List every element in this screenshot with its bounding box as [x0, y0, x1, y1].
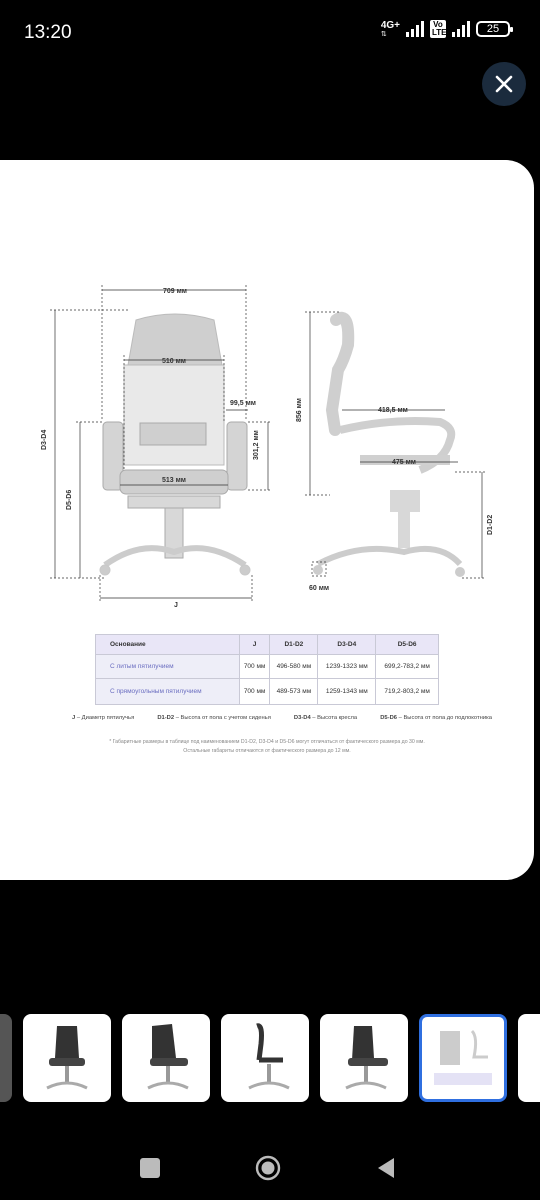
seat-depth-top-label: 418,5 мм	[378, 407, 408, 414]
legend-item: J – Диаметр пятилучья	[72, 715, 135, 721]
close-button[interactable]	[482, 62, 526, 106]
signal-icon	[452, 21, 470, 37]
table-header-row	[96, 635, 439, 655]
table-cell: 489-573 мм	[270, 679, 318, 705]
chair-icon	[122, 1014, 210, 1102]
table-cell: 496-580 мм	[270, 655, 318, 679]
height-total-label: D3-D4	[41, 429, 48, 450]
back-icon	[374, 1156, 398, 1180]
back-button[interactable]	[372, 1154, 400, 1182]
chair-icon	[320, 1014, 408, 1102]
wheel-label: 60 мм	[309, 585, 330, 592]
table-cell: 1239-1323 мм	[318, 655, 376, 679]
side-seat-height-label: D1-D2	[487, 514, 494, 535]
table-cell: С прямоугольным пятилучием	[96, 679, 240, 705]
table-cell: 700 мм	[239, 655, 270, 679]
recents-button[interactable]	[136, 1154, 164, 1182]
legend	[72, 715, 492, 721]
seat-height-label: D5-D6	[66, 489, 73, 510]
footnote: * Габаритные размеры в таблице под наименованием D1-D2, D3-D4 и D5-D6 могут отличаться от фактического размера до 30 мм. Остальные габариты отличаются от фактического размера до 12 мм.	[109, 739, 425, 754]
thumbnail-chair-dimensions[interactable]	[419, 1014, 507, 1102]
spec-table	[95, 634, 439, 705]
legend-item: D5-D6 – Высота от пола до подлокотника	[380, 715, 492, 721]
status-icons	[381, 20, 510, 38]
chair-dimension-diagram	[0, 160, 534, 880]
front-view	[100, 314, 250, 575]
image-viewer[interactable]	[0, 160, 534, 880]
dimensions-thumbnail-icon	[422, 1017, 504, 1099]
armrest-gap-label: 99,5 мм	[230, 400, 256, 407]
status-bar	[0, 0, 540, 64]
side-height-label: 856 мм	[296, 398, 303, 422]
table-cell: 719,2-803,2 мм	[376, 679, 439, 705]
volte-badge: Vo LTE	[432, 20, 447, 37]
battery-icon: 25	[476, 21, 510, 37]
network-label: 4G+	[380, 19, 400, 31]
table-header: J	[239, 635, 270, 655]
thumbnail-partial[interactable]	[518, 1014, 540, 1102]
signal-icon	[406, 21, 424, 37]
thumbnail-strip[interactable]	[0, 1012, 540, 1104]
table-cell: 700 мм	[239, 679, 270, 705]
home-icon	[254, 1154, 282, 1182]
thumbnail-chair-side[interactable]	[221, 1014, 309, 1102]
table-row	[96, 655, 439, 679]
table-header: D3-D4	[318, 635, 376, 655]
legend-item: D3-D4 – Высота кресла	[293, 715, 358, 721]
table-header: Основание	[96, 635, 240, 655]
thumbnail-chair-three-quarter[interactable]	[320, 1014, 408, 1102]
width-total-label: 709 мм	[163, 288, 187, 295]
base-label: J	[174, 602, 178, 609]
table-cell: 699,2-783,2 мм	[376, 655, 439, 679]
network-indicator: 4G+ ⇅	[380, 19, 400, 38]
table-header: D5-D6	[376, 635, 439, 655]
chair-icon	[23, 1014, 111, 1102]
chair-icon	[221, 1014, 309, 1102]
recents-icon	[140, 1158, 160, 1178]
seat-width-label: 513 мм	[162, 477, 186, 484]
table-header: D1-D2	[270, 635, 318, 655]
thumbnail-chair-angle[interactable]	[122, 1014, 210, 1102]
table-cell: 1259-1343 мм	[318, 679, 376, 705]
clock: 13:20	[24, 22, 72, 43]
thumbnail-partial[interactable]	[0, 1014, 12, 1102]
close-icon	[495, 75, 513, 93]
seat-depth-label: 475 мм	[392, 459, 416, 466]
thumbnail-chair-front[interactable]	[23, 1014, 111, 1102]
legend-item: D1-D2 – Высота от пола с учетом сиденья	[157, 715, 271, 721]
side-view	[312, 318, 465, 577]
armrest-height-label: 301,2 мм	[253, 430, 260, 460]
side-dimensions	[305, 312, 486, 578]
table-cell: С литым пятилучием	[96, 655, 240, 679]
home-button[interactable]	[254, 1154, 282, 1182]
back-width-label: 510 мм	[162, 358, 186, 365]
navigation-bar	[0, 1140, 540, 1200]
table-row	[96, 679, 439, 705]
